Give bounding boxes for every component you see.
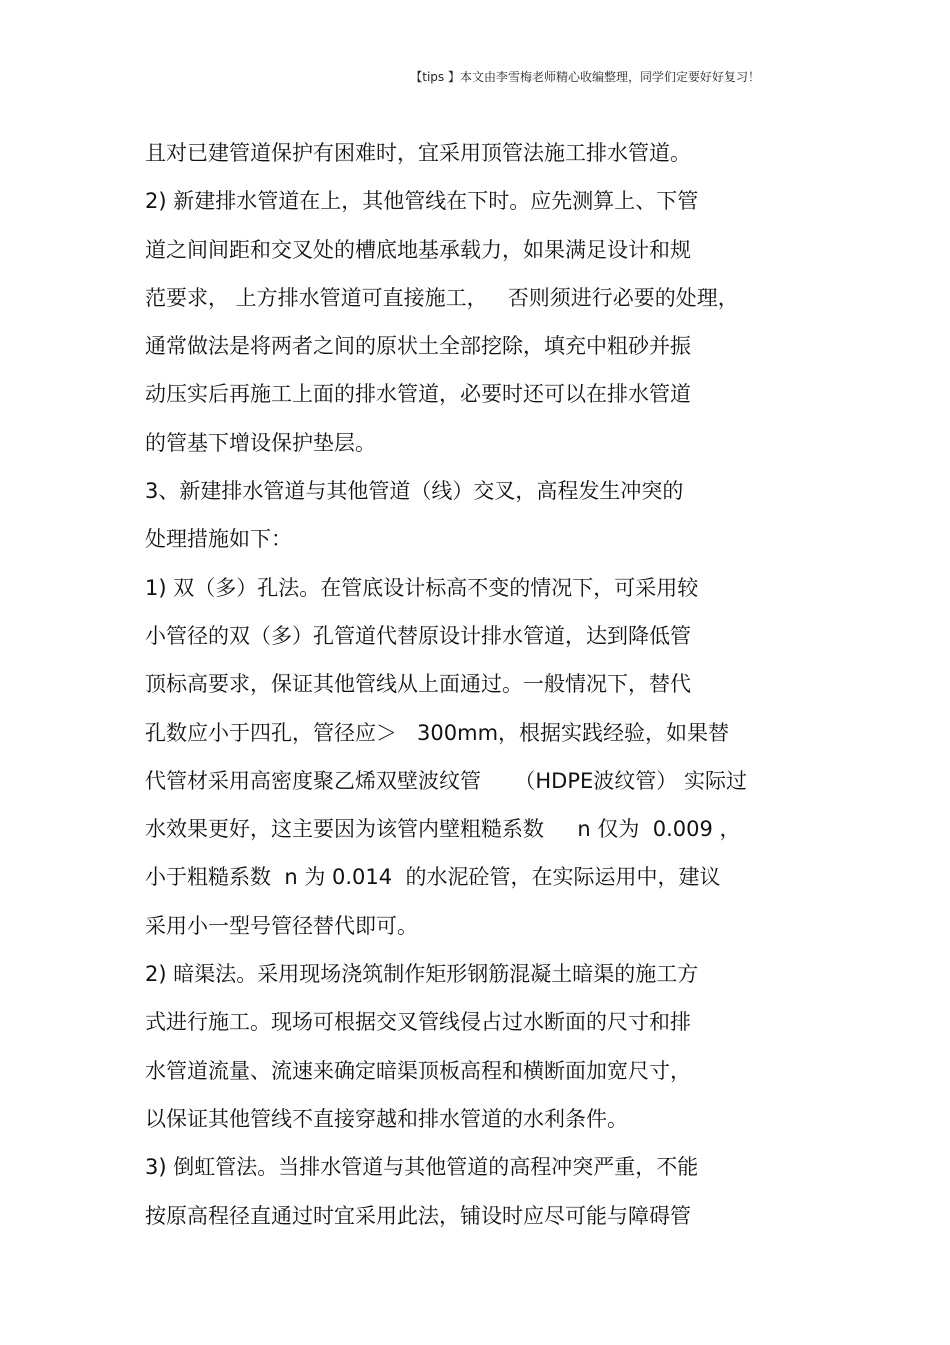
paragraph-line: 以保证其他管线不直接穿越和排水管道的水利条件。 (145, 1106, 628, 1131)
paragraph-line: 道之间间距和交叉处的槽底地基承载力，如果满足设计和规 (145, 237, 691, 262)
paragraph-line: 水管道流量、流速来确定暗渠顶板高程和横断面加宽尺寸， (145, 1058, 691, 1083)
paragraph-line: 水效果更好，这主要因为该管内壁粗糙系数 n 仅为 0.009 ， (145, 817, 741, 842)
paragraph-line: 小于粗糙系数 n 为 0.014 的水泥砼管，在实际运用中，建议 (145, 865, 721, 890)
paragraph-line: 1) 双（多）孔法。在管底设计标高不变的情况下，可采用较 (145, 575, 699, 600)
paragraph-line: 通常做法是将两者之间的原状土全部挖除，填充中粗砂并振 (145, 334, 691, 359)
paragraph-line: 动压实后再施工上面的排水管道，必要时还可以在排水管道 (145, 382, 691, 407)
paragraph-line: 且对已建管道保护有困难时，宜采用顶管法施工排水管道。 (145, 141, 691, 165)
paragraph-line: 范要求， 上方排水管道可直接施工， 否则须进行必要的处理， (145, 285, 739, 310)
paragraph-line: 采用小一型号管径替代即可。 (145, 913, 418, 938)
body-text (145, 129, 825, 1240)
paragraph-line: 小管径的双（多）孔管道代替原设计排水管道，达到降低管 (145, 623, 691, 648)
paragraph-line: 处理措施如下： (145, 527, 292, 552)
paragraph-line: 2) 暗渠法。采用现场浇筑制作矩形钢筋混凝土暗渠的施工方 (145, 962, 699, 987)
paragraph-line: 2) 新建排水管道在上，其他管线在下时。应先测算上、下管 (145, 189, 699, 214)
paragraph-line: 顶标高要求，保证其他管线从上面通过。一般情况下，替代 (145, 672, 691, 697)
paragraph-line: 代管材采用高密度聚乙烯双壁波纹管 （HDPE波纹管） 实际过 (145, 768, 747, 793)
paragraph-line: 式进行施工。现场可根据交叉管线侵占过水断面的尺寸和排 (145, 1010, 691, 1035)
paragraph-line: 的管基下增设保护垫层。 (145, 430, 376, 455)
paragraph-line: 3) 倒虹管法。当排水管道与其他管道的高程冲突严重，不能 (145, 1155, 699, 1180)
paragraph-line: 3、新建排水管道与其他管道（线）交叉，高程发生冲突的 (145, 479, 684, 504)
paragraph-line: 按原高程径直通过时宜采用此法，铺设时应尽可能与障碍管 (145, 1203, 691, 1228)
paragraph-line: 孔数应小于四孔，管径应＞ 300mm，根据实践经验，如果替 (145, 720, 730, 745)
header-tip: 【tips 】本文由李雪梅老师精心收编整理，同学们定要好好复习！ (410, 70, 760, 84)
